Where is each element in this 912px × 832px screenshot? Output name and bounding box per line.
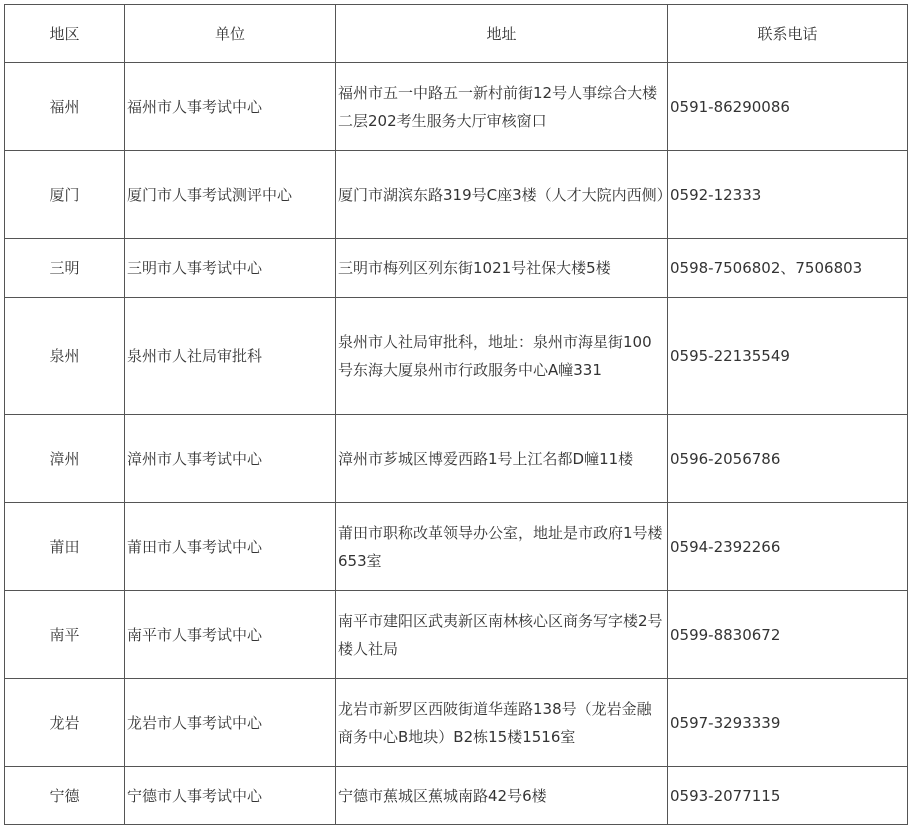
table-row	[5, 679, 908, 767]
unit-cell: 泉州市人社局审批科	[125, 298, 336, 415]
region-cell: 厦门	[5, 151, 125, 239]
region-cell: 南平	[5, 591, 125, 679]
phone-cell: 0595-22135549	[668, 298, 908, 415]
address-cell: 漳州市芗城区博爱西路1号上江名都D幢11楼	[336, 415, 668, 503]
region-cell: 泉州	[5, 298, 125, 415]
address-cell: 三明市梅列区列东街1021号社保大楼5楼	[336, 239, 668, 298]
unit-cell: 莆田市人事考试中心	[125, 503, 336, 591]
address-cell: 莆田市职称改革领导办公室，地址是市政府1号楼653室	[336, 503, 668, 591]
region-cell: 三明	[5, 239, 125, 298]
region-cell: 宁德	[5, 767, 125, 825]
unit-cell: 厦门市人事考试测评中心	[125, 151, 336, 239]
phone-cell: 0597-3293339	[668, 679, 908, 767]
table-row	[5, 298, 908, 415]
address-cell: 泉州市人社局审批科，地址：泉州市海星街100号东海大厦泉州市行政服务中心A幢331	[336, 298, 668, 415]
header-unit: 单位	[125, 5, 336, 63]
unit-cell: 宁德市人事考试中心	[125, 767, 336, 825]
header-address: 地址	[336, 5, 668, 63]
unit-cell: 南平市人事考试中心	[125, 591, 336, 679]
phone-cell: 0598-7506802、7506803	[668, 239, 908, 298]
unit-cell: 三明市人事考试中心	[125, 239, 336, 298]
unit-cell: 福州市人事考试中心	[125, 63, 336, 151]
header-phone: 联系电话	[668, 5, 908, 63]
region-cell: 莆田	[5, 503, 125, 591]
phone-cell: 0599-8830672	[668, 591, 908, 679]
unit-cell: 龙岩市人事考试中心	[125, 679, 336, 767]
address-cell: 南平市建阳区武夷新区南林核心区商务写字楼2号楼人社局	[336, 591, 668, 679]
region-cell: 福州	[5, 63, 125, 151]
phone-cell: 0592-12333	[668, 151, 908, 239]
phone-cell: 0596-2056786	[668, 415, 908, 503]
table-row	[5, 63, 908, 151]
unit-cell: 漳州市人事考试中心	[125, 415, 336, 503]
address-cell: 福州市五一中路五一新村前街12号人事综合大楼二层202考生服务大厅审核窗口	[336, 63, 668, 151]
table-header-row	[5, 5, 908, 63]
region-cell: 龙岩	[5, 679, 125, 767]
contact-table	[4, 4, 908, 825]
table-row	[5, 151, 908, 239]
phone-cell: 0591-86290086	[668, 63, 908, 151]
address-cell: 龙岩市新罗区西陂街道华莲路138号（龙岩金融商务中心B地块）B2栋15楼1516室	[336, 679, 668, 767]
table-row	[5, 591, 908, 679]
table-row	[5, 239, 908, 298]
address-cell: 厦门市湖滨东路319号C座3楼（人才大院内西侧）	[336, 151, 668, 239]
table-row	[5, 503, 908, 591]
header-region: 地区	[5, 5, 125, 63]
address-cell: 宁德市蕉城区蕉城南路42号6楼	[336, 767, 668, 825]
phone-cell: 0594-2392266	[668, 503, 908, 591]
region-cell: 漳州	[5, 415, 125, 503]
table-row	[5, 415, 908, 503]
table-row	[5, 767, 908, 825]
phone-cell: 0593-2077115	[668, 767, 908, 825]
